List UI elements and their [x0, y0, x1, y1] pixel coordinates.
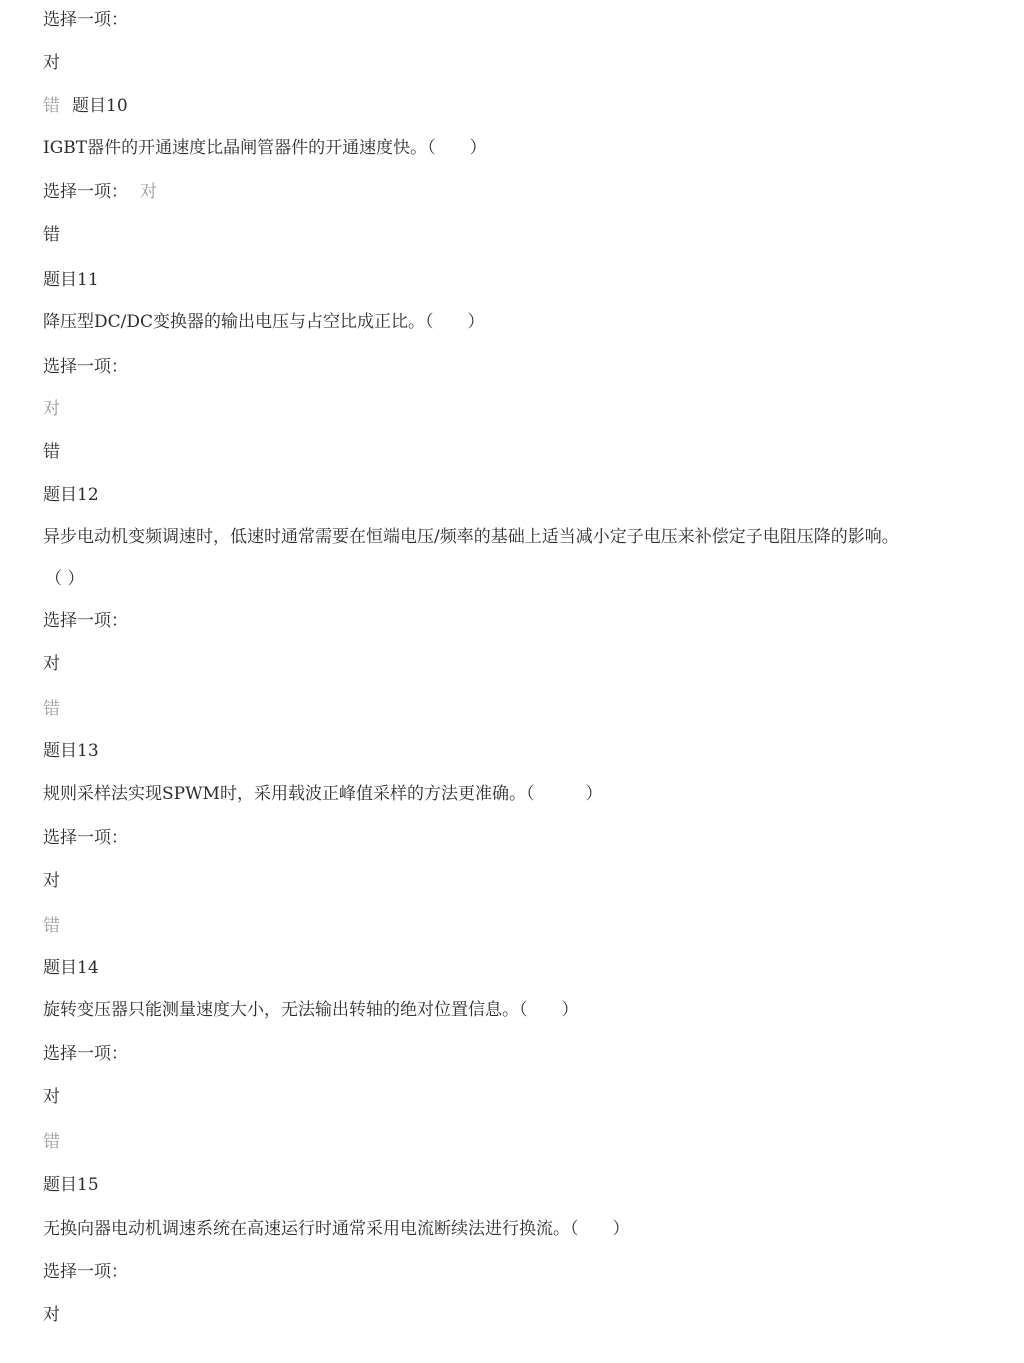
q11-question: 降压型DC/DC变换器的输出电压与占空比成正比。（ ） — [43, 312, 485, 332]
q12-option-true[interactable]: 对 — [43, 654, 60, 674]
q13-option-false[interactable]: 错 — [43, 916, 60, 936]
q14-option-false[interactable]: 错 — [43, 1132, 60, 1152]
q9-option-false[interactable]: 错 — [43, 96, 60, 116]
q15-option-true[interactable]: 对 — [43, 1305, 60, 1325]
q13-question: 规则采样法实现SPWM时，采用载波正峰值采样的方法更准确。（ ） — [43, 784, 603, 804]
q9-option-false-and-q10-title — [43, 95, 128, 117]
q13-option-true[interactable]: 对 — [43, 871, 60, 891]
q11-prompt: 选择一项： — [43, 357, 128, 377]
q15-prompt: 选择一项： — [43, 1262, 128, 1282]
q11-title: 题目11 — [43, 270, 99, 290]
q9-option-true[interactable]: 对 — [43, 53, 60, 73]
q12-prompt: 选择一项： — [43, 611, 128, 631]
q14-prompt: 选择一项： — [43, 1044, 128, 1064]
q9-prompt: 选择一项： — [43, 10, 128, 30]
q14-option-true[interactable]: 对 — [43, 1087, 60, 1107]
q15-title: 题目15 — [43, 1175, 99, 1195]
q10-option-true[interactable]: 对 — [140, 182, 157, 202]
q10-prompt: 选择一项： — [43, 182, 128, 202]
q12-option-false[interactable]: 错 — [43, 699, 60, 719]
q12-question: 异步电动机变频调速时，低速时通常需要在恒端电压/频率的基础上适当减小定子电压来补偿定子电阻压降的影响。 — [43, 527, 899, 547]
q12-title: 题目12 — [43, 485, 99, 505]
q15-question: 无换向器电动机调速系统在高速运行时通常采用电流断续法进行换流。（ ） — [43, 1219, 630, 1239]
q10-option-false[interactable]: 错 — [43, 225, 60, 245]
q10-prompt-row — [43, 181, 157, 203]
q12-question-cont: （ ） — [45, 569, 85, 589]
q13-prompt: 选择一项： — [43, 828, 128, 848]
q11-option-false[interactable]: 错 — [43, 442, 60, 462]
q14-question: 旋转变压器只能测量速度大小，无法输出转轴的绝对位置信息。（ ） — [43, 1000, 579, 1020]
q10-title: 题目10 — [72, 96, 128, 116]
q10-question: IGBT器件的开通速度比晶闸管器件的开通速度快。（ ） — [43, 138, 487, 158]
q13-title: 题目13 — [43, 741, 99, 761]
q11-option-true[interactable]: 对 — [43, 399, 60, 419]
q14-title: 题目14 — [43, 958, 99, 978]
